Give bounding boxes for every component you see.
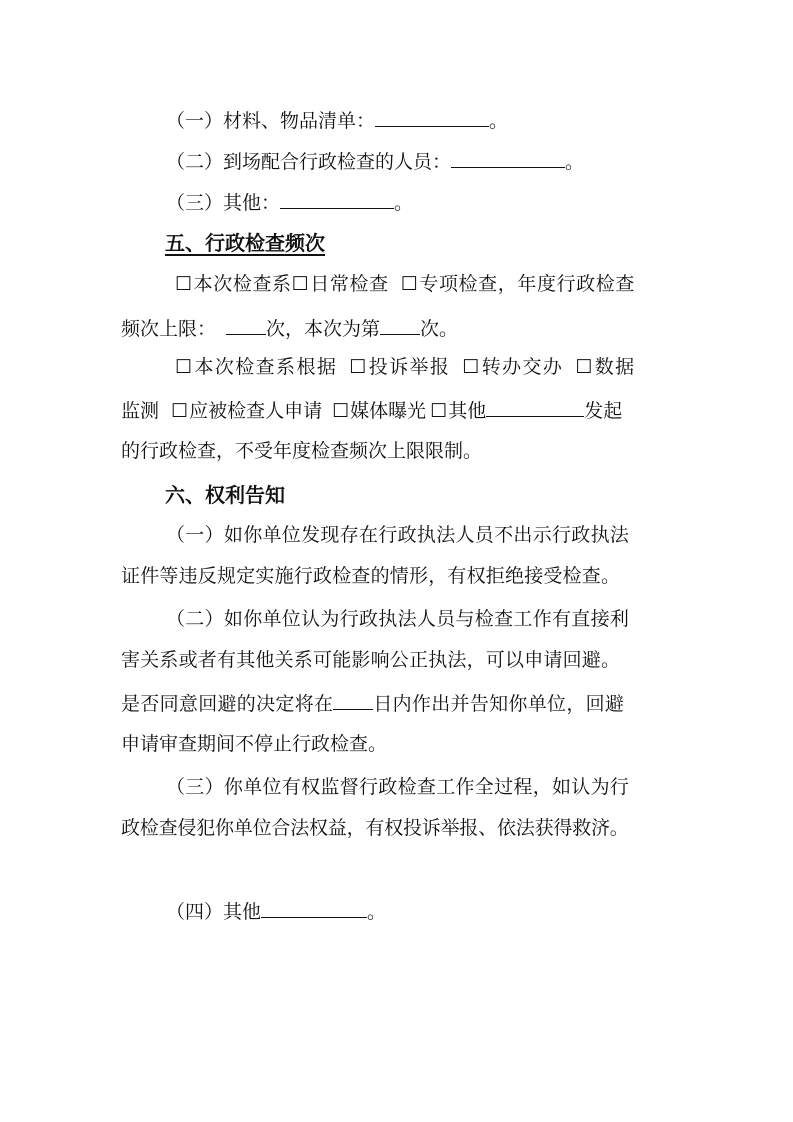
checkbox-this-check[interactable]: ☐ bbox=[175, 273, 193, 295]
opt-monitoring-label: 监测 bbox=[121, 400, 160, 422]
opt-other-label: 其他 bbox=[448, 400, 487, 422]
other-blank[interactable] bbox=[280, 186, 394, 209]
personnel-end: 。 bbox=[565, 151, 585, 173]
checkbox-data[interactable]: ☐ bbox=[575, 356, 594, 378]
rights-p3-line-1: （三）你单位有权监督行政检查工作全过程，如认为行 bbox=[166, 776, 630, 798]
rights-p2-line-2: 害关系或者有其他关系可能影响公正执法，可以申请回避。 bbox=[121, 649, 621, 671]
rights-p2-line-3 bbox=[0, 687, 793, 717]
frequency-current-blank[interactable] bbox=[380, 312, 420, 335]
rights-p4-line bbox=[0, 895, 793, 925]
recusal-days-blank[interactable] bbox=[333, 687, 373, 710]
opt-this-check-label: 本次检查系 bbox=[193, 273, 292, 295]
frequency-limit-blank[interactable] bbox=[226, 312, 266, 335]
rights-heading: 六、权利告知 bbox=[165, 483, 285, 507]
checkbox-daily-check[interactable]: ☐ bbox=[291, 273, 310, 295]
materials-list-end: 。 bbox=[489, 110, 509, 132]
frequency-line-1 bbox=[0, 269, 793, 299]
rights-p4-end: 。 bbox=[367, 901, 387, 923]
rights-p3-line-2: 政检查侵犯你单位合法权益，有权投诉举报、依法获得救济。 bbox=[121, 817, 629, 839]
opt-complaint-label: 投诉举报 bbox=[368, 356, 451, 378]
personnel-line bbox=[0, 145, 793, 175]
rights-p2-line-4: 申请审查期间不停止行政检查。 bbox=[121, 733, 388, 755]
checkbox-other[interactable]: ☐ bbox=[430, 400, 448, 422]
rights-p4-blank[interactable] bbox=[261, 895, 367, 918]
materials-list-line bbox=[0, 104, 793, 134]
checkbox-apply[interactable]: ☐ bbox=[171, 400, 189, 422]
checkbox-complaint[interactable]: ☐ bbox=[349, 356, 368, 378]
opt-data-label: 数据 bbox=[594, 356, 636, 378]
frequency-line-4 bbox=[0, 394, 793, 424]
frequency-limit-label: 频次上限： bbox=[121, 318, 217, 340]
frequency-line-3 bbox=[0, 352, 793, 382]
checkbox-media[interactable]: ☐ bbox=[332, 400, 350, 422]
frequency-limit-mid: 次，本次为第 bbox=[266, 318, 381, 340]
opt-apply-label: 应被检查人申请 bbox=[189, 400, 323, 422]
rights-p1-line-1: （一）如你单位发现存在行政执法人员不出示行政执法 bbox=[166, 524, 630, 546]
frequency-heading: 五、行政检查频次 bbox=[165, 231, 325, 255]
opt-media-label: 媒体曝光 bbox=[350, 400, 427, 422]
opt-daily-check-label: 日常检查 bbox=[310, 273, 389, 295]
checkbox-basis[interactable]: ☐ bbox=[175, 356, 194, 378]
materials-list-label: （一）材料、物品清单： bbox=[166, 110, 376, 132]
other-end: 。 bbox=[394, 192, 414, 214]
frequency-limit-end: 次。 bbox=[420, 318, 459, 340]
other-line bbox=[0, 186, 793, 216]
opt-special-check-label: 专项检查，年度行政检查 bbox=[419, 273, 635, 295]
personnel-blank[interactable] bbox=[451, 145, 565, 168]
rights-p2-line-3-b: 日内作出并告知你单位，回避 bbox=[373, 693, 625, 715]
frequency-line-2 bbox=[0, 312, 793, 342]
opt-other-blank[interactable] bbox=[486, 394, 584, 417]
rights-p4-label: （四）其他 bbox=[166, 901, 262, 923]
rights-p2-line-3-a: 是否同意回避的决定将在 bbox=[121, 693, 334, 715]
frequency-line-4-end: 发起 bbox=[584, 400, 623, 422]
checkbox-special-check[interactable]: ☐ bbox=[400, 273, 419, 295]
frequency-line-5: 的行政检查，不受年度检查频次上限限制。 bbox=[121, 440, 483, 462]
opt-transfer-label: 转办交办 bbox=[481, 356, 564, 378]
opt-basis-label: 本次检查系根据 bbox=[194, 356, 338, 378]
checkbox-transfer[interactable]: ☐ bbox=[462, 356, 481, 378]
materials-list-blank[interactable] bbox=[375, 104, 489, 127]
rights-p2-line-1: （二）如你单位认为行政执法人员与检查工作有直接利 bbox=[166, 608, 630, 630]
personnel-label: （二）到场配合行政检查的人员： bbox=[166, 151, 452, 173]
other-label: （三）其他： bbox=[166, 192, 281, 214]
rights-p1-line-2: 证件等违反规定实施行政检查的情形，有权拒绝接受检查。 bbox=[121, 565, 621, 587]
